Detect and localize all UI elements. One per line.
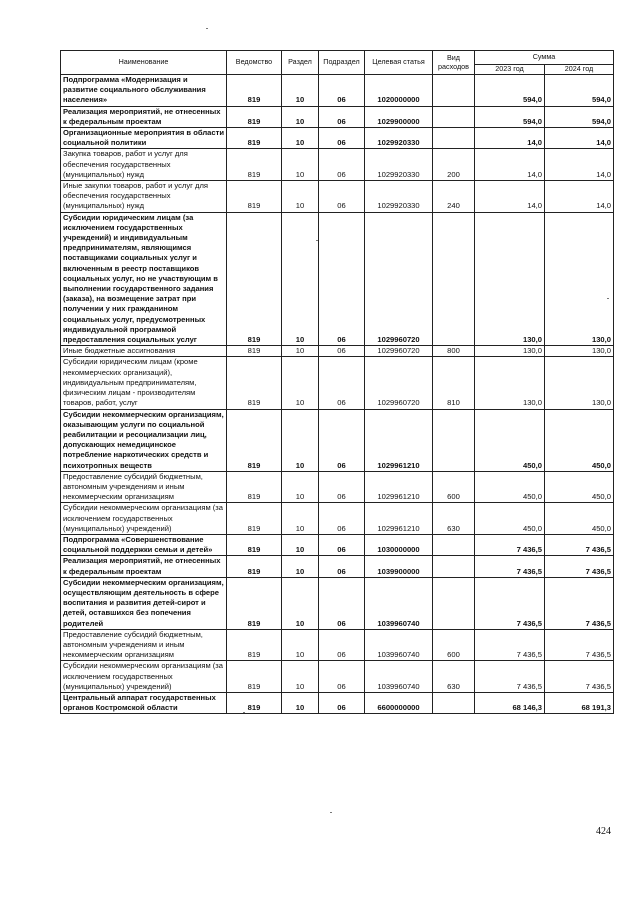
- cell-name: Иные закупки товаров, работ и услуг для обеспечения государственных (муниципальных) нужд: [61, 181, 227, 213]
- cell-name: Закупка товаров, работ и услуг для обеспечения государственных (муниципальных) нужд: [61, 149, 227, 181]
- cell-name: Подпрограмма «Модернизация и развитие социального обслуживания населения»: [61, 75, 227, 107]
- cell-target-article: 1029961210: [365, 471, 433, 503]
- cell-dept: 819: [227, 471, 282, 503]
- table-row: [61, 106, 614, 127]
- cell-subsection: 06: [319, 629, 365, 661]
- cell-sum-2024: 130,0: [545, 346, 614, 357]
- cell-expense-type: [433, 577, 475, 629]
- cell-target-article: 1029960720: [365, 212, 433, 346]
- cell-subsection: 06: [319, 75, 365, 107]
- cell-dept: 819: [227, 149, 282, 181]
- cell-subsection: 06: [319, 577, 365, 629]
- cell-subsection: 06: [319, 409, 365, 471]
- cell-target-article: 1039900000: [365, 556, 433, 577]
- table-body: [61, 75, 614, 714]
- cell-target-article: 1039960740: [365, 661, 433, 693]
- cell-sum-2024: 7 436,5: [545, 629, 614, 661]
- cell-dept: 819: [227, 629, 282, 661]
- cell-dept: 819: [227, 181, 282, 213]
- cell-subsection: 06: [319, 556, 365, 577]
- cell-target-article: 1029960720: [365, 346, 433, 357]
- cell-sum-2024: 450,0: [545, 503, 614, 535]
- table-row: [61, 629, 614, 661]
- cell-section: 10: [282, 409, 319, 471]
- cell-section: 10: [282, 212, 319, 346]
- table-row: [61, 503, 614, 535]
- cell-sum-2023: 14,0: [475, 149, 545, 181]
- cell-name: Предоставление субсидий бюджетным, автономным учреждениям и иным некоммерческим организациям: [61, 629, 227, 661]
- cell-name: Субсидии некоммерческим организациям (за исключением государственных (муниципальных) учреждений): [61, 503, 227, 535]
- cell-sum-2023: 130,0: [475, 346, 545, 357]
- header-year-2023: 2023 год: [475, 65, 545, 75]
- cell-expense-type: 200: [433, 149, 475, 181]
- cell-name: Субсидии юридическим лицам (за исключением государственных учреждений) и индивидуальным предпринимателям, являющимся поставщиками социальных услуг и включенным в реестр поставщиков социальных услуг, но не участвующим в выполнении государственного задания (заказа), на возмещение затрат при получении у них гражданином социальных услуг, предусмотренных индивидуальной программой предоставления социальных услуг: [61, 212, 227, 346]
- cell-name: Субсидии некоммерческим организациям (за исключением государственных (муниципальных) учреждений): [61, 661, 227, 693]
- cell-sum-2024: 14,0: [545, 181, 614, 213]
- cell-section: 10: [282, 577, 319, 629]
- cell-name: Иные бюджетные ассигнования: [61, 346, 227, 357]
- table-row: [61, 471, 614, 503]
- cell-subsection: 06: [319, 534, 365, 555]
- header-target-article: Целевая статья: [365, 51, 433, 75]
- cell-name: Организационные мероприятия в области социальной политики: [61, 128, 227, 149]
- cell-subsection: 06: [319, 503, 365, 535]
- header-year-2024: 2024 год: [545, 65, 614, 75]
- cell-sum-2024: 130,0: [545, 357, 614, 409]
- cell-target-article: 1020000000: [365, 75, 433, 107]
- cell-sum-2023: 68 146,3: [475, 692, 545, 713]
- cell-name: Предоставление субсидий бюджетным, автономным учреждениям и иным некоммерческим организациям: [61, 471, 227, 503]
- header-subsection: Подраздел: [319, 51, 365, 75]
- cell-target-article: 1039960740: [365, 577, 433, 629]
- cell-subsection: 06: [319, 128, 365, 149]
- cell-section: 10: [282, 149, 319, 181]
- cell-sum-2023: 450,0: [475, 471, 545, 503]
- cell-expense-type: 810: [433, 357, 475, 409]
- table-row: [61, 212, 614, 346]
- cell-sum-2023: 130,0: [475, 357, 545, 409]
- cell-name: Реализация мероприятий, не отнесенных к федеральным проектам: [61, 556, 227, 577]
- cell-sum-2023: 450,0: [475, 409, 545, 471]
- cell-dept: 819: [227, 106, 282, 127]
- cell-sum-2024: 68 191,3: [545, 692, 614, 713]
- cell-expense-type: 600: [433, 629, 475, 661]
- cell-sum-2023: 7 436,5: [475, 661, 545, 693]
- cell-expense-type: [433, 556, 475, 577]
- cell-section: 10: [282, 629, 319, 661]
- cell-dept: 819: [227, 577, 282, 629]
- cell-sum-2023: 7 436,5: [475, 534, 545, 555]
- cell-expense-type: 600: [433, 471, 475, 503]
- table-row: [61, 556, 614, 577]
- table-row: [61, 692, 614, 713]
- cell-expense-type: [433, 75, 475, 107]
- cell-expense-type: [433, 128, 475, 149]
- cell-section: 10: [282, 357, 319, 409]
- table-row: [61, 357, 614, 409]
- cell-sum-2023: 7 436,5: [475, 556, 545, 577]
- cell-target-article: 1029920330: [365, 181, 433, 213]
- cell-subsection: 06: [319, 661, 365, 693]
- cell-target-article: 1029920330: [365, 149, 433, 181]
- cell-expense-type: [433, 692, 475, 713]
- cell-sum-2023: 7 436,5: [475, 629, 545, 661]
- cell-section: 10: [282, 128, 319, 149]
- cell-subsection: 06: [319, 346, 365, 357]
- cell-target-article: 1030000000: [365, 534, 433, 555]
- cell-section: 10: [282, 661, 319, 693]
- cell-sum-2023: 594,0: [475, 106, 545, 127]
- cell-sum-2024: 7 436,5: [545, 556, 614, 577]
- table-row: [61, 534, 614, 555]
- cell-sum-2023: 450,0: [475, 503, 545, 535]
- cell-section: 10: [282, 106, 319, 127]
- table-row: [61, 577, 614, 629]
- table-row: [61, 75, 614, 107]
- cell-name: Субсидии некоммерческим организациям, оказывающим услуги по социальной реабилитации и ресоциализации лиц, допускающих немедицинское потребление наркотических средств и психотропных веществ: [61, 409, 227, 471]
- cell-subsection: 06: [319, 212, 365, 346]
- cell-dept: 819: [227, 357, 282, 409]
- cell-name: Субсидии некоммерческим организациям, осуществляющим деятельность в сфере воспитания и развития детей-сирот и детей, оставшихся без попечения родителей: [61, 577, 227, 629]
- cell-sum-2023: 7 436,5: [475, 577, 545, 629]
- header-sum: Сумма: [475, 51, 614, 65]
- cell-subsection: 06: [319, 471, 365, 503]
- table-row: [61, 346, 614, 357]
- cell-expense-type: [433, 212, 475, 346]
- scan-speck: [316, 240, 318, 241]
- cell-expense-type: [433, 409, 475, 471]
- cell-expense-type: 800: [433, 346, 475, 357]
- cell-section: 10: [282, 692, 319, 713]
- cell-sum-2024: 7 436,5: [545, 661, 614, 693]
- cell-expense-type: 630: [433, 661, 475, 693]
- cell-section: 10: [282, 75, 319, 107]
- cell-sum-2024: 14,0: [545, 149, 614, 181]
- cell-target-article: 1029960720: [365, 357, 433, 409]
- cell-sum-2024: 450,0: [545, 409, 614, 471]
- cell-subsection: 06: [319, 181, 365, 213]
- scan-speck: [607, 298, 609, 299]
- cell-target-article: 1029961210: [365, 503, 433, 535]
- page-number: 424: [596, 826, 611, 837]
- cell-sum-2024: 7 436,5: [545, 534, 614, 555]
- cell-section: 10: [282, 556, 319, 577]
- cell-dept: 819: [227, 556, 282, 577]
- cell-subsection: 06: [319, 106, 365, 127]
- cell-target-article: 1029900000: [365, 106, 433, 127]
- cell-subsection: 06: [319, 692, 365, 713]
- cell-name: Субсидии юридическим лицам (кроме некоммерческих организаций), индивидуальным предпринимателям, физическим лицам - производителям товаров, работ, услуг: [61, 357, 227, 409]
- table-row: [61, 661, 614, 693]
- header-section: Раздел: [282, 51, 319, 75]
- cell-sum-2024: 7 436,5: [545, 577, 614, 629]
- scan-speck: [206, 28, 208, 29]
- cell-sum-2024: 14,0: [545, 128, 614, 149]
- table-row: [61, 149, 614, 181]
- cell-sum-2024: 594,0: [545, 75, 614, 107]
- cell-sum-2023: 14,0: [475, 128, 545, 149]
- cell-target-article: 1029920330: [365, 128, 433, 149]
- cell-dept: 819: [227, 503, 282, 535]
- table-header-row: [61, 51, 614, 65]
- cell-name: Центральный аппарат государственных органов Костромской области: [61, 692, 227, 713]
- cell-expense-type: [433, 534, 475, 555]
- cell-dept: 819: [227, 212, 282, 346]
- cell-target-article: 1029961210: [365, 409, 433, 471]
- scan-speck: [330, 812, 332, 813]
- cell-sum-2024: 594,0: [545, 106, 614, 127]
- cell-subsection: 06: [319, 149, 365, 181]
- cell-dept: 819: [227, 346, 282, 357]
- scan-speck: [243, 712, 245, 713]
- cell-target-article: 6600000000: [365, 692, 433, 713]
- header-name: Наименование: [61, 51, 227, 75]
- cell-sum-2023: 594,0: [475, 75, 545, 107]
- cell-subsection: 06: [319, 357, 365, 409]
- cell-expense-type: 240: [433, 181, 475, 213]
- cell-dept: 819: [227, 75, 282, 107]
- cell-sum-2023: 130,0: [475, 212, 545, 346]
- cell-dept: 819: [227, 534, 282, 555]
- cell-dept: 819: [227, 661, 282, 693]
- header-dept: Ведомство: [227, 51, 282, 75]
- cell-expense-type: [433, 106, 475, 127]
- cell-section: 10: [282, 534, 319, 555]
- cell-sum-2024: 450,0: [545, 471, 614, 503]
- cell-section: 10: [282, 503, 319, 535]
- cell-expense-type: 630: [433, 503, 475, 535]
- cell-name: Подпрограмма «Совершенствование социальной поддержки семьи и детей»: [61, 534, 227, 555]
- cell-target-article: 1039960740: [365, 629, 433, 661]
- cell-section: 10: [282, 471, 319, 503]
- cell-name: Реализация мероприятий, не отнесенных к федеральным проектам: [61, 106, 227, 127]
- header-expense-type: Вид расходов: [433, 51, 475, 75]
- cell-sum-2024: 130,0: [545, 212, 614, 346]
- cell-dept: 819: [227, 128, 282, 149]
- table-row: [61, 128, 614, 149]
- table-row: [61, 409, 614, 471]
- cell-sum-2023: 14,0: [475, 181, 545, 213]
- budget-table: [60, 50, 614, 714]
- cell-section: 10: [282, 346, 319, 357]
- cell-dept: 819: [227, 409, 282, 471]
- table-row: [61, 181, 614, 213]
- cell-section: 10: [282, 181, 319, 213]
- cell-dept: 819: [227, 692, 282, 713]
